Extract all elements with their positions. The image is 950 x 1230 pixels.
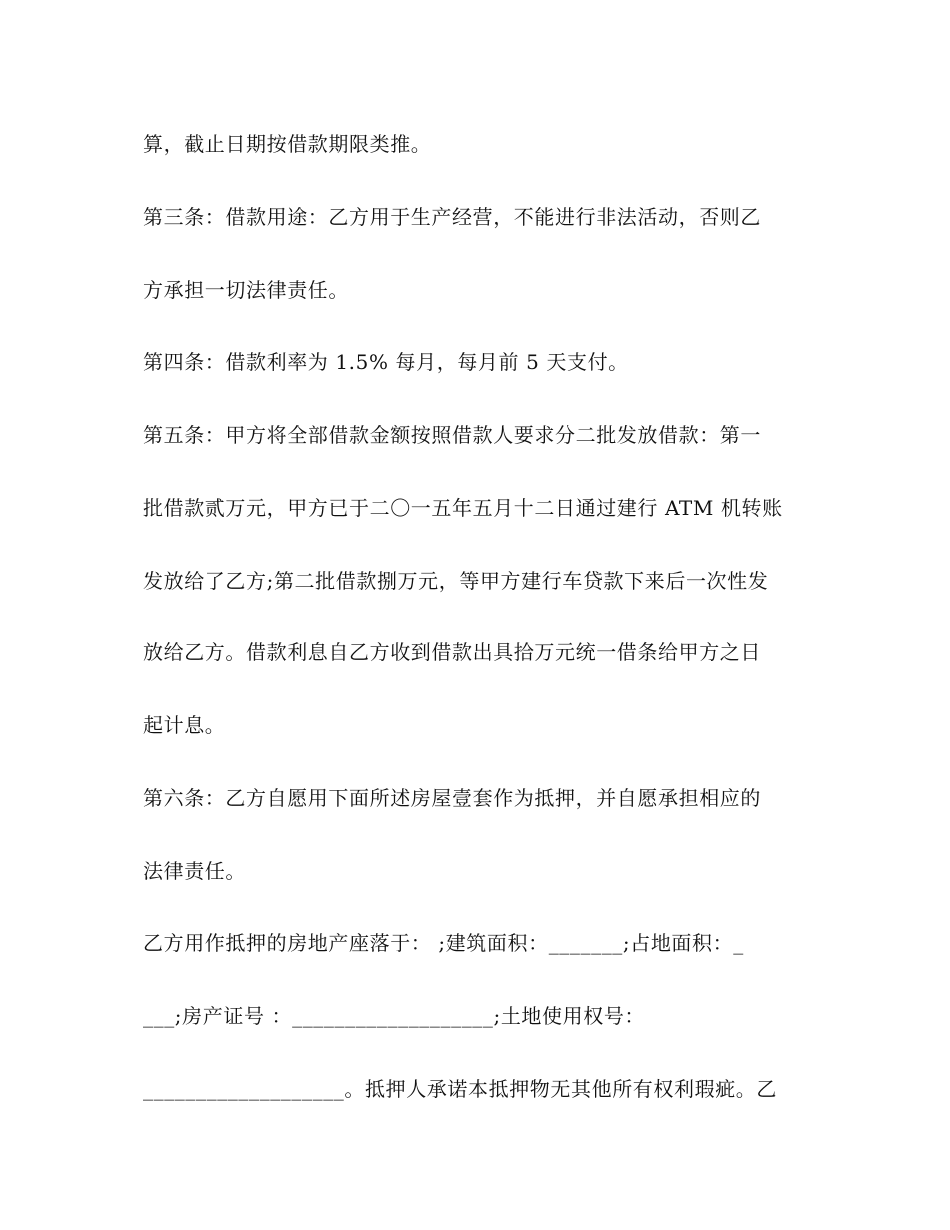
- article-6-line-2: 法律责任。: [143, 859, 246, 883]
- property-line-1: 乙方用作抵押的房地产座落于： ;建筑面积：_______;占地面积：_: [143, 931, 744, 955]
- article-3-line-2: 方承担一切法律责任。: [143, 278, 349, 302]
- article-5-line-5: 起计息。: [143, 713, 226, 737]
- article-5-line-1: 第五条：甲方将全部借款金额按照借款人要求分二批发放借款：第一: [143, 423, 761, 447]
- property-line-2: ___;房产证号 ：___________________;土地使用权号：: [143, 1004, 646, 1028]
- article-5-line-2: 批借款贰万元，甲方已于二〇一五年五月十二日通过建行 ATM 机转账: [143, 496, 783, 520]
- text-line-1: 算，截止日期按借款期限类推。: [143, 132, 432, 156]
- article-4-line: 第四条：借款利率为 1.5% 每月，每月前 5 天支付。: [143, 350, 629, 374]
- article-3-line-1: 第三条：借款用途：乙方用于生产经营，不能进行非法活动，否则乙: [143, 205, 761, 229]
- property-line-3: ___________________。抵押人承诺本抵押物无其他所有权利瑕疵。乙: [143, 1077, 777, 1101]
- article-5-line-3: 发放给了乙方;第二批借款捌万元，等甲方建行车贷款下来后一次性发: [143, 569, 769, 593]
- article-5-line-4: 放给乙方。借款利息自乙方收到借款出具拾万元统一借条给甲方之日: [143, 640, 761, 664]
- article-6-line-1: 第六条：乙方自愿用下面所述房屋壹套作为抵押，并自愿承担相应的: [143, 786, 761, 810]
